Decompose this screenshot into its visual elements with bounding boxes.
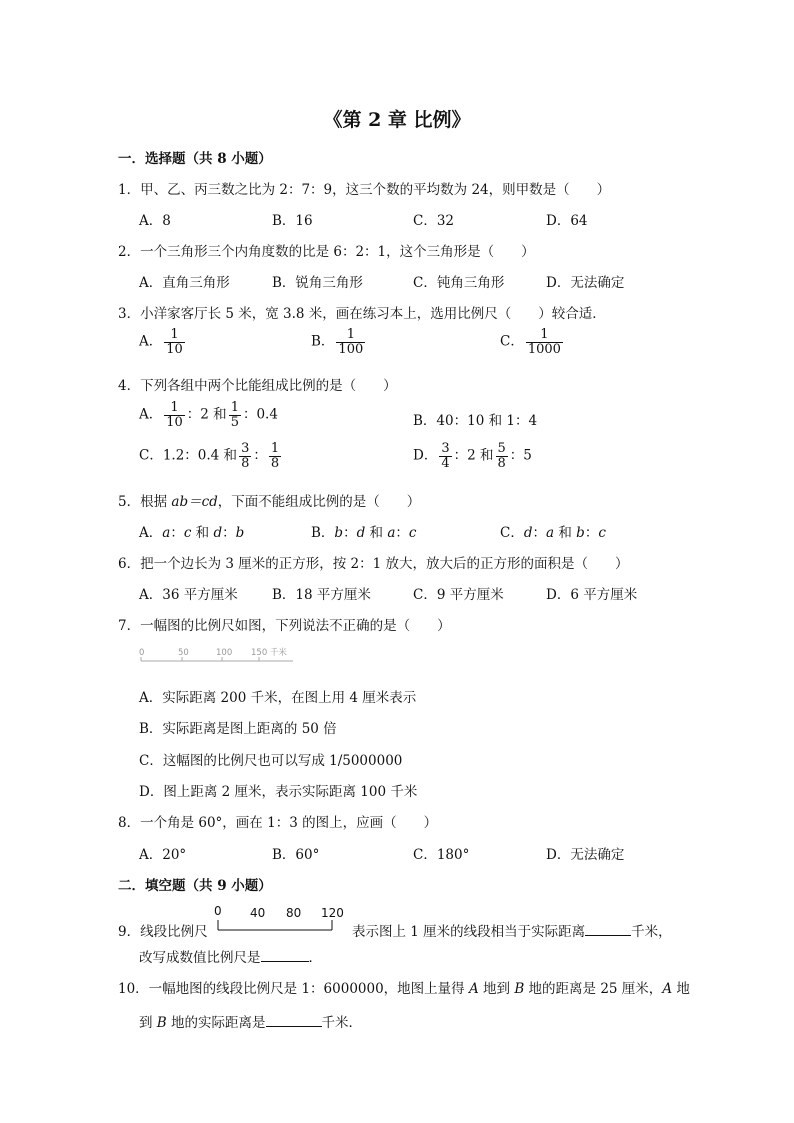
question-5-option-c xyxy=(500,521,606,541)
question-2-option-a: A．直角三角形 xyxy=(139,275,230,291)
text: 和 xyxy=(191,525,214,541)
fraction xyxy=(526,328,563,356)
text: 地 xyxy=(672,981,690,997)
question-1-stem: 1．甲、乙、丙三数之比为 2：7：9，这三个数的平均数为 24，则甲数是（ ） xyxy=(118,182,611,198)
fraction xyxy=(496,442,508,470)
text: ： xyxy=(343,525,357,541)
scale-label-100: 100 xyxy=(216,648,233,658)
variable: A xyxy=(468,981,479,997)
question-1-option-b: B．16 xyxy=(272,213,313,229)
question-9-line2 xyxy=(139,946,322,966)
fraction xyxy=(239,442,251,470)
text: ： xyxy=(532,525,546,541)
question-8-option-c: C．180° xyxy=(413,847,470,863)
denominator: 10 xyxy=(166,414,183,430)
question-3-option-b xyxy=(311,328,367,356)
question-8-option-a: A．20° xyxy=(139,847,187,863)
text: 改写成数值比例尺是 xyxy=(139,950,261,966)
text: ： xyxy=(584,525,599,541)
text: 千米． xyxy=(321,1015,363,1031)
text: 到 xyxy=(139,1015,157,1031)
variable: d xyxy=(356,525,366,541)
question-6-option-d: D．6 平方厘米 xyxy=(546,587,638,603)
equation: ab＝cd xyxy=(171,494,218,510)
numerator: 1 xyxy=(526,328,563,343)
denominator: 8 xyxy=(241,455,250,471)
variable: c xyxy=(408,525,417,541)
text: 和 xyxy=(365,525,388,541)
variable: b xyxy=(235,525,245,541)
question-4-option-c xyxy=(139,442,283,470)
option-label: A． xyxy=(139,525,163,541)
question-3-option-c xyxy=(500,328,565,356)
text: ：5 xyxy=(509,447,532,464)
denominator: 4 xyxy=(441,455,450,471)
question-4-option-d xyxy=(413,442,532,470)
numerator: 5 xyxy=(497,441,506,456)
question-5-stem xyxy=(118,490,420,510)
question-2-option-d: D．无法确定 xyxy=(546,275,625,291)
numerator: 3 xyxy=(441,441,450,456)
scale-label-0: 0 xyxy=(139,648,145,658)
text: 千米， xyxy=(631,924,672,940)
question-1-option-a: A．8 xyxy=(139,213,171,229)
text: ： xyxy=(395,525,409,541)
denominator: 1000 xyxy=(527,341,561,357)
question-2-option-c: C．钝角三角形 xyxy=(413,275,505,291)
fraction xyxy=(164,328,185,356)
answer-blank xyxy=(266,1014,322,1027)
text: ：2 和 xyxy=(186,406,227,423)
text: 地的实际距离是 xyxy=(166,1015,266,1031)
scale-label-50: 50 xyxy=(178,648,189,658)
text: ：2 和 xyxy=(453,447,494,464)
numerator: 3 xyxy=(241,441,250,456)
option-label: C． xyxy=(500,333,524,350)
variable: d xyxy=(523,525,533,541)
numerator: 1 xyxy=(164,401,185,416)
question-10-line1 xyxy=(118,977,690,997)
question-7-option-a: A．实际距离 200 千米，在图上用 4 厘米表示 xyxy=(139,690,417,706)
question-2-option-b: B．锐角三角形 xyxy=(272,275,363,291)
option-label: A． xyxy=(139,406,163,423)
fraction xyxy=(229,401,241,429)
option-label: A． xyxy=(139,333,163,350)
text: ： xyxy=(253,447,267,464)
variable: c xyxy=(183,525,192,541)
question-8-option-d: D．无法确定 xyxy=(546,847,625,863)
question-5-option-b xyxy=(311,521,416,541)
question-7-option-d: D．图上距离 2 厘米，表示实际距离 100 千米 xyxy=(139,784,418,800)
variable: d xyxy=(213,525,223,541)
text: ． xyxy=(308,950,322,966)
question-8-option-b: B．60° xyxy=(272,847,320,863)
fraction xyxy=(164,401,185,429)
variable: a xyxy=(162,525,171,541)
answer-blank xyxy=(585,923,631,936)
section-heading-fill: 二．填空题（共 9 小题） xyxy=(118,878,272,894)
question-6-option-a: A．36 平方厘米 xyxy=(139,587,238,603)
denominator: 8 xyxy=(497,455,506,471)
denominator: 100 xyxy=(338,341,364,357)
question-3-option-a xyxy=(139,328,187,356)
text: ： xyxy=(222,525,236,541)
option-label: B． xyxy=(311,525,335,541)
scale-label-80: 80 xyxy=(286,906,302,920)
question-4-option-b: B．40：10 和 1：4 xyxy=(413,413,538,429)
numerator: 1 xyxy=(270,441,280,456)
denominator: 5 xyxy=(230,414,239,430)
text: 地的距离是 25 厘米， xyxy=(524,981,663,997)
text: ：0.4 xyxy=(242,406,278,423)
denominator: 10 xyxy=(166,341,183,357)
numerator: 1 xyxy=(230,400,239,415)
question-9-prefix: 9．线段比例尺 xyxy=(118,924,208,940)
scale-bar-figure xyxy=(136,645,311,667)
question-7-stem: 7．一幅图的比例尺如图，下列说法不正确的是（ ） xyxy=(118,618,451,634)
text: 表示图上 1 厘米的线段相当于实际距离 xyxy=(352,924,586,940)
variable: c xyxy=(598,525,606,541)
variable: B xyxy=(156,1015,167,1031)
question-1-option-d: D．64 xyxy=(546,213,588,229)
variable: b xyxy=(334,525,344,541)
question-7-option-b: B．实际距离是图上距离的 50 倍 xyxy=(139,721,337,737)
variable: A xyxy=(662,981,673,997)
section-heading-choice: 一．选择题（共 8 小题） xyxy=(118,151,272,167)
text: C．1.2：0.4 和 xyxy=(139,447,238,464)
scale-label-40: 40 xyxy=(250,906,266,920)
scale-label-120: 120 xyxy=(321,906,344,920)
question-4-stem: 4．下列各组中两个比能组成比例的是（ ） xyxy=(118,378,397,394)
variable: B xyxy=(514,981,525,997)
question-1-option-c: C．32 xyxy=(413,213,455,229)
option-label: B． xyxy=(311,333,335,350)
question-9-text xyxy=(352,920,672,940)
variable: a xyxy=(546,525,555,541)
question-10-line2 xyxy=(139,1011,362,1031)
text: 10．一幅地图的线段比例尺是 1：6000000，地图上量得 xyxy=(118,981,469,997)
variable: a xyxy=(387,525,396,541)
variable: b xyxy=(576,525,585,541)
text: ： xyxy=(170,525,184,541)
question-6-option-c: C．9 平方厘米 xyxy=(413,587,504,603)
question-7-option-c: C．这幅图的比例尺也可以写成 1/5000000 xyxy=(139,753,403,769)
page-title: 《第 2 章 比例》 xyxy=(323,109,471,131)
question-6-option-b: B．18 平方厘米 xyxy=(272,587,371,603)
text: 5．根据 xyxy=(118,494,172,510)
question-4-option-a xyxy=(139,401,278,429)
text: ，下面不能组成比例的是（ ） xyxy=(217,494,421,510)
text: 和 xyxy=(554,525,577,541)
fraction xyxy=(439,442,451,470)
text: 地到 xyxy=(478,981,515,997)
question-5-option-a xyxy=(139,521,244,541)
scale-label-150: 150 千米 xyxy=(251,648,287,658)
question-3-stem: 3．小洋家客厅长 5 米，宽 3.8 米，画在练习本上，选用比例尺（ ）较合适． xyxy=(118,306,606,322)
scale-label-0: 0 xyxy=(214,904,222,918)
numerator: 1 xyxy=(336,328,365,343)
question-2-stem: 2．一个三角形三个内角度数的比是 6：2：1，这个三角形是（ ） xyxy=(118,244,535,260)
denominator: 8 xyxy=(270,455,280,471)
option-label: D． xyxy=(413,447,438,464)
numerator: 1 xyxy=(164,328,185,343)
answer-blank xyxy=(261,949,309,962)
q9-scale-bar-figure xyxy=(208,902,348,934)
fraction xyxy=(336,328,365,356)
option-label: C． xyxy=(500,525,524,541)
fraction xyxy=(269,442,281,470)
question-6-stem: 6．把一个边长为 3 厘米的正方形，按 2：1 放大，放大后的正方形的面积是（ ） xyxy=(118,556,629,572)
question-8-stem: 8．一个角是 60°，画在 1：3 的图上，应画（ ） xyxy=(118,815,438,831)
